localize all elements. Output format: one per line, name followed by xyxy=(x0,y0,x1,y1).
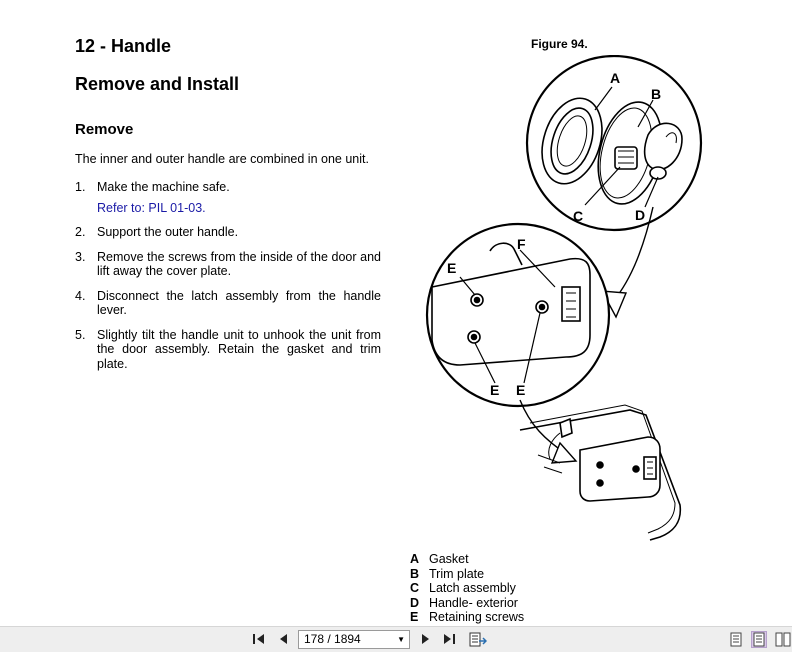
callout-e-right: E xyxy=(516,382,526,398)
legend-label: Handle- exterior xyxy=(429,595,518,610)
legend-item xyxy=(410,610,524,625)
step-number: 5. xyxy=(75,327,86,342)
go-to-page-button[interactable] xyxy=(468,632,488,648)
step-number: 3. xyxy=(75,249,86,264)
page-indicator: 178 / 1894 xyxy=(304,632,361,646)
legend-item xyxy=(410,581,524,596)
remove-heading: Remove xyxy=(75,121,134,138)
legend-key: A xyxy=(410,552,420,566)
single-page-view-button[interactable] xyxy=(728,631,744,648)
facing-pages-view-icon xyxy=(775,631,791,648)
legend-label: Gasket xyxy=(429,552,469,566)
viewer-toolbar xyxy=(0,626,792,652)
first-page-icon xyxy=(251,632,267,646)
reference-link[interactable]: Refer to: PIL 01-03. xyxy=(97,200,206,215)
legend-label: Trim plate xyxy=(429,566,485,581)
next-page-button[interactable] xyxy=(418,632,434,648)
step-item xyxy=(75,225,381,240)
section-title: 12 - Handle xyxy=(75,36,172,56)
legend-label: Latch assembly xyxy=(429,581,516,596)
callout-a: A xyxy=(610,70,621,86)
legend-item xyxy=(410,596,524,611)
page-subtitle: Remove and Install xyxy=(75,74,240,94)
previous-page-button[interactable] xyxy=(275,632,291,648)
legend-label: Retaining screws xyxy=(429,610,525,625)
callout-d: D xyxy=(635,207,646,223)
step-number: 4. xyxy=(75,288,86,303)
intro-text: The inner and outer handle are combined in one unit. xyxy=(75,152,369,166)
step-text: Support the outer handle. xyxy=(97,225,239,239)
callout-b: B xyxy=(651,86,662,102)
callout-f: F xyxy=(517,236,526,252)
legend-item xyxy=(410,552,524,567)
continuous-view-icon xyxy=(752,632,766,647)
next-page-icon xyxy=(420,632,432,646)
legend-item xyxy=(410,567,524,582)
chevron-down-icon: ▼ xyxy=(397,635,405,644)
legend-key: E xyxy=(410,610,419,625)
go-to-page-icon xyxy=(469,632,487,648)
step-text: Remove the screws from the inside of the door and lift away the cover plate. xyxy=(97,249,381,278)
callout-e-left: E xyxy=(490,382,500,398)
last-page-icon xyxy=(441,632,457,646)
step-item xyxy=(75,250,381,279)
legend-key: C xyxy=(410,581,420,596)
legend-key: D xyxy=(410,595,420,610)
step-number: 2. xyxy=(75,225,86,239)
page-number-input[interactable] xyxy=(298,630,410,649)
handle-diagram xyxy=(420,55,710,550)
step-item xyxy=(75,289,381,318)
last-page-button[interactable] xyxy=(440,632,458,648)
first-page-button[interactable] xyxy=(250,632,268,648)
step-number: 1. xyxy=(75,180,86,194)
facing-pages-view-button[interactable] xyxy=(775,631,791,648)
steps-list xyxy=(75,180,381,381)
single-page-view-icon xyxy=(728,631,744,648)
step-item xyxy=(75,180,381,215)
step-text: Slightly tilt the handle unit to unhook the unit from the door assembly. Retain the gasket and trim plate. xyxy=(97,327,381,371)
step-text: Make the machine safe. xyxy=(97,180,230,194)
door-assembly-view xyxy=(520,405,680,540)
callout-e-top: E xyxy=(447,260,457,276)
figure-legend xyxy=(410,552,524,625)
step-text: Disconnect the latch assembly from the handle lever. xyxy=(97,288,381,317)
legend-key: B xyxy=(410,566,420,581)
previous-page-icon xyxy=(277,632,289,646)
step-item xyxy=(75,328,381,372)
continuous-view-button[interactable] xyxy=(751,631,767,648)
figure-title: Figure 94. xyxy=(531,37,588,51)
callout-c: C xyxy=(573,208,584,224)
